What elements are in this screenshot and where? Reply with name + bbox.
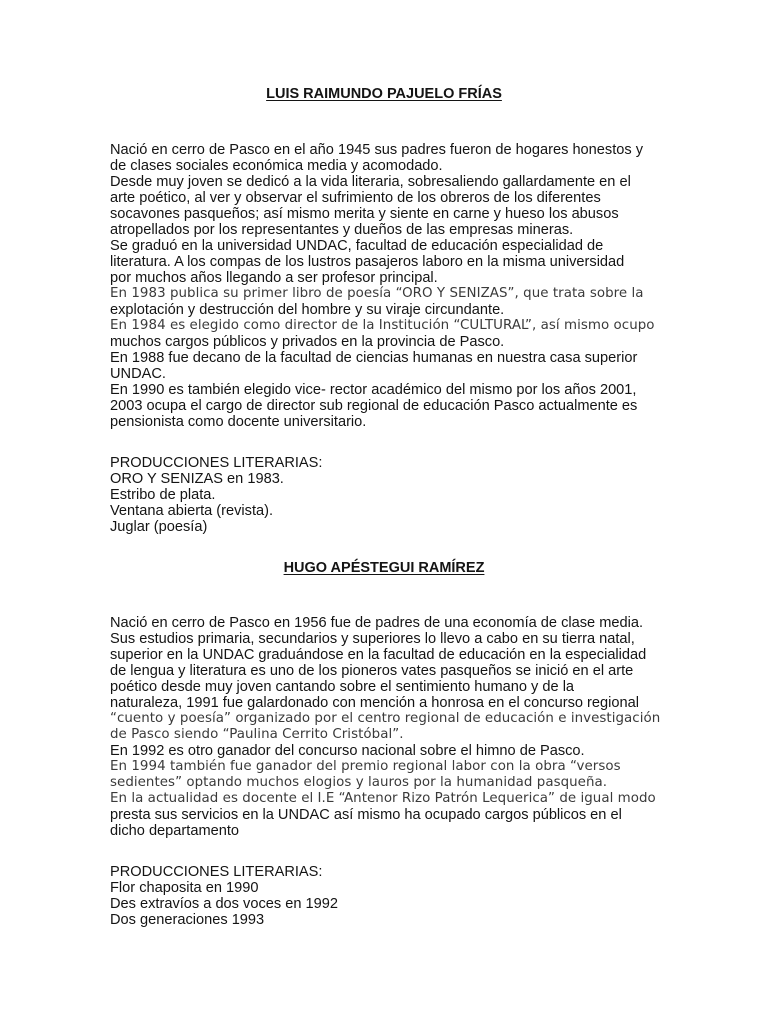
production-item: ORO Y SENIZAS en 1983. <box>110 471 284 487</box>
productions-list-pajuelo <box>110 455 670 535</box>
biography-pajuelo <box>110 142 670 430</box>
productions-heading: PRODUCCIONES LITERARIAS: <box>110 864 323 880</box>
paragraph-line: literatura. A los compas de los lustros pasajeros laboro en la misma universidad <box>110 254 625 270</box>
paragraph-line: sedientes” optando muchos elogios y lauros por la humanidad pasqueña. <box>110 775 608 790</box>
paragraph-line: pensionista como docente universitario. <box>110 414 367 430</box>
paragraph-line: Nació en cerro de Pasco en 1956 fue de padres de una economía de clase media. <box>110 615 644 631</box>
paragraph-line: de lengua y literatura es uno de los pioneros vates pasqueños se inició en el arte <box>110 663 634 679</box>
productions-heading: PRODUCCIONES LITERARIAS: <box>110 455 323 471</box>
production-item: Juglar (poesía) <box>110 519 208 535</box>
paragraph-line: superior en la UNDAC graduándose en la facultad de educación en la especialidad <box>110 647 647 663</box>
paragraph-line: Se graduó en la universidad UNDAC, facultad de educación especialidad de <box>110 238 604 254</box>
production-item: Flor chaposita en 1990 <box>110 880 259 896</box>
paragraph-line: Nació en cerro de Pasco en el año 1945 sus padres fueron de hogares honestos y <box>110 142 644 158</box>
paragraph-line: atropellados por los representantes y dueños de las empresas mineras. <box>110 222 574 238</box>
paragraph-line: 2003 ocupa el cargo de director sub regional de educación Pasco actualmente es <box>110 398 638 414</box>
paragraph-line: En la actualidad es docente el I.E “Antenor Rizo Patrón Lequerica” de igual modo <box>110 791 656 806</box>
author-heading-apestegui: HUGO APÉSTEGUI RAMÍREZ <box>283 560 485 576</box>
paragraph-line: En 1994 también fue ganador del premio regional labor con la obra “versos <box>110 759 621 774</box>
paragraph-line: dicho departamento <box>110 823 239 839</box>
paragraph-line: muchos cargos públicos y privados en la provincia de Pasco. <box>110 334 505 350</box>
author-heading-pajuelo: LUIS RAIMUNDO PAJUELO FRÍAS <box>266 86 502 102</box>
production-item: Ventana abierta (revista). <box>110 503 274 519</box>
paragraph-line: UNDAC. <box>110 366 166 382</box>
paragraph-line: Desde muy joven se dedicó a la vida literaria, sobresaliendo gallardamente en el <box>110 174 631 190</box>
paragraph-line: En 1983 publica su primer libro de poesía “ORO Y SENIZAS”, que trata sobre la <box>110 286 644 301</box>
paragraph-line: socavones pasqueños; así mismo merita y siente en carne y hueso los abusos <box>110 206 619 222</box>
paragraph-line: arte poético, al ver y observar el sufrimiento de los obreros de los diferentes <box>110 190 601 206</box>
paragraph-line: de clases sociales económica media y acomodado. <box>110 158 443 174</box>
paragraph-line: presta sus servicios en la UNDAC así mismo ha ocupado cargos públicos en el <box>110 807 622 823</box>
paragraph-line: En 1992 es otro ganador del concurso nacional sobre el himno de Pasco. <box>110 743 585 759</box>
paragraph-line: naturaleza, 1991 fue galardonado con mención a honrosa en el concurso regional <box>110 695 639 711</box>
paragraph-line: En 1988 fue decano de la facultad de ciencias humanas en nuestra casa superior <box>110 350 638 366</box>
paragraph-line: Sus estudios primaria, secundarios y superiores lo llevo a cabo en su tierra natal, <box>110 631 635 647</box>
paragraph-line: de Pasco siendo “Paulina Cerrito Cristóbal”. <box>110 727 404 742</box>
productions-list-apestegui <box>110 864 670 928</box>
paragraph-line: “cuento y poesía” organizado por el centro regional de educación e investigación <box>110 711 661 726</box>
paragraph-line: En 1984 es elegido como director de la Institución “CULTURAL”, así mismo ocupo <box>110 318 655 333</box>
paragraph-line: poético desde muy joven cantando sobre el sentimiento humano y de la <box>110 679 575 695</box>
biography-apestegui <box>110 615 670 839</box>
production-item: Estribo de plata. <box>110 487 216 503</box>
paragraph-line: por muchos años llegando a ser profesor principal. <box>110 270 438 286</box>
production-item: Dos generaciones 1993 <box>110 912 265 928</box>
paragraph-line: En 1990 es también elegido vice- rector académico del mismo por los años 2001, <box>110 382 637 398</box>
paragraph-line: explotación y destrucción del hombre y su viraje circundante. <box>110 302 505 318</box>
production-item: Des extravíos a dos voces en 1992 <box>110 896 338 912</box>
